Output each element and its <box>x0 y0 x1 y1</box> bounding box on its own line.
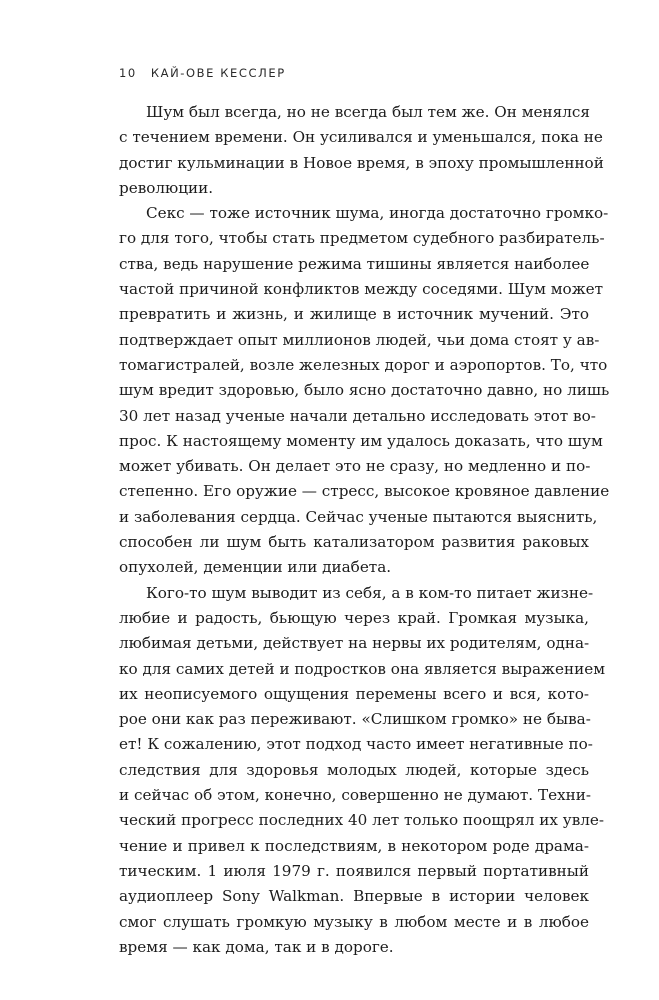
paragraph <box>119 581 606 960</box>
text-line: ко для самих детей и подростков она является выражением <box>119 659 606 678</box>
text-line: 30 лет назад ученые начали детально исследовать этот во- <box>119 406 596 425</box>
text-line: следствия для здоровья молодых людей, которые здесь <box>119 760 589 779</box>
text-line: ческий прогресс последних 40 лет только поощрял их увле- <box>119 811 605 830</box>
body-text <box>119 100 610 960</box>
text-line: и сейчас об этом, конечно, совершенно не думают. Техни- <box>119 786 592 805</box>
text-line: тическим. 1 июля 1979 г. появился первый портативный <box>119 861 589 880</box>
text-line: с течением времени. Он усиливался и уменьшался, пока не <box>119 128 603 147</box>
text-line: превратить и жизнь, и жилище в источник мучений. Это <box>119 305 589 324</box>
text-line: аудиоплеер Sony Walkman. Впервые в истории человек <box>119 887 589 906</box>
text-line: смог слушать громкую музыку в любом месте и в любое <box>119 912 589 931</box>
text-line: подтверждает опыт миллионов людей, чьи дома стоят у ав- <box>119 330 600 349</box>
text-line: го для того, чтобы стать предметом судебного разбиратель- <box>119 229 605 248</box>
text-line: рое они как раз переживают. «Слишком громко» не быва- <box>119 710 591 729</box>
text-line: опухолей, деменции или диабета. <box>119 558 392 577</box>
running-title: КАЙ-ОВЕ КЕССЛЕР <box>150 66 286 80</box>
paragraph <box>119 201 610 580</box>
text-line: революции. <box>119 178 214 197</box>
text-line: достиг кульминации в Новое время, в эпоху промышленной <box>119 153 604 172</box>
page-number: 10 <box>119 66 137 80</box>
text-line: их неописуемого ощущения перемены всего и вся, кото- <box>119 684 589 703</box>
text-line: прос. К настоящему моменту им удалось доказать, что шум <box>119 431 603 450</box>
text-line: Шум был всегда, но не всегда был тем же. Он менялся <box>146 103 590 121</box>
text-line: время — как дома, так и в дороге. <box>119 937 394 956</box>
text-line: ства, ведь нарушение режима тишины является наиболее <box>119 254 590 273</box>
running-head <box>119 66 286 80</box>
text-line: степенно. Его оружие — стресс, высокое кровяное давление <box>119 482 610 501</box>
text-line: и заболевания сердца. Сейчас ученые пытаются выяснить, <box>119 507 598 526</box>
text-line: шум вредит здоровью, было ясно достаточно давно, но лишь <box>119 381 610 400</box>
text-line: любие и радость, бьющую через край. Громкая музыка, <box>119 608 589 627</box>
text-line: чение и привел к последствиям, в некотором роде драма- <box>119 836 589 855</box>
text-line: любимая детьми, действует на нервы их родителям, одна- <box>119 634 590 653</box>
text-line: может убивать. Он делает это не сразу, но медленно и по- <box>119 457 591 476</box>
text-line: Секс — тоже источник шума, иногда достаточно громко- <box>146 204 609 223</box>
paragraph <box>119 100 604 201</box>
text-line: томагистралей, возле железных дорог и аэропортов. То, что <box>119 355 608 374</box>
text-line: частой причиной конфликтов между соседями. Шум может <box>119 280 604 299</box>
text-line: ет! К сожалению, этот подход часто имеет негативные по- <box>119 735 593 754</box>
text-line: Кого-то шум выводит из себя, а в ком-то питает жизне- <box>146 583 594 602</box>
text-line: способен ли шум быть катализатором развития раковых <box>119 533 589 552</box>
